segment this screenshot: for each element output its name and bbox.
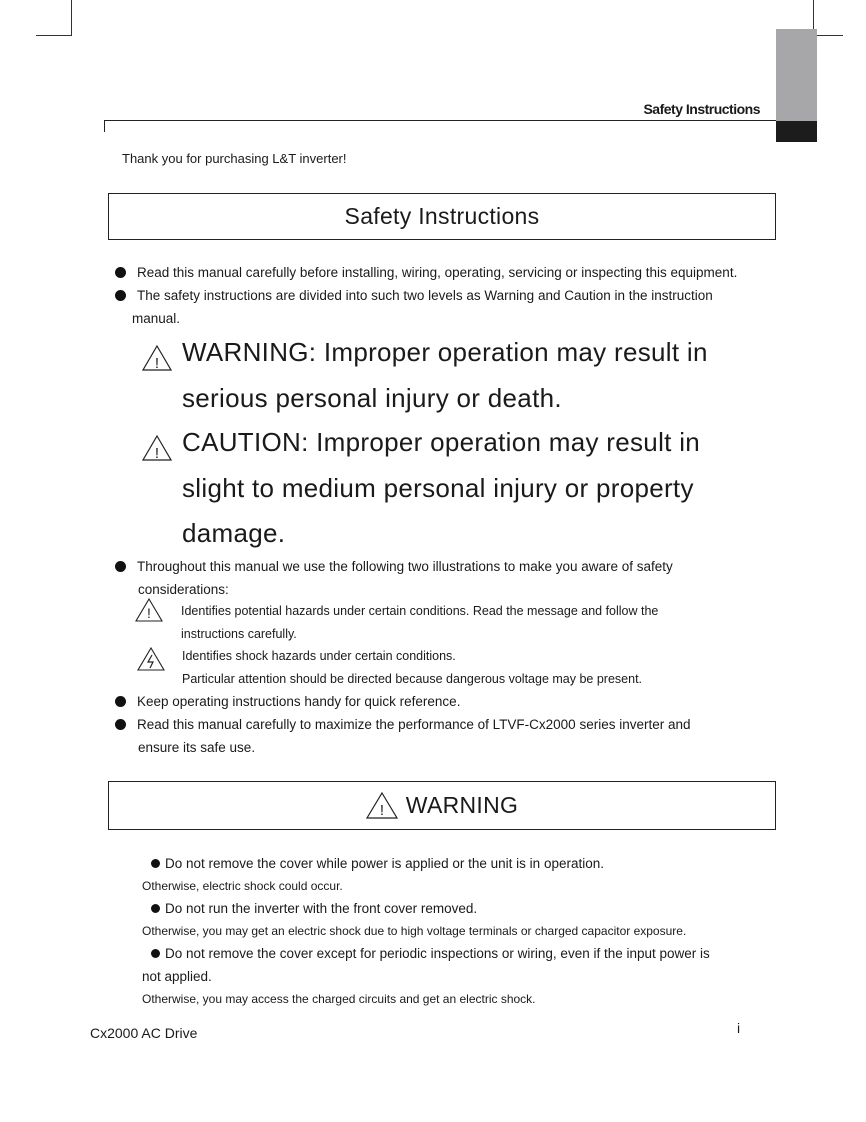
footer-product-name: Cx2000 AC Drive (90, 1025, 198, 1041)
footer-page-number: i (737, 1020, 741, 1036)
bullet-dot (151, 949, 160, 958)
svg-text:!: ! (154, 445, 160, 461)
caution-definition-line1: CAUTION: Improper operation may result in (182, 427, 701, 457)
warning-item-3-line1: Do not remove the cover except for periodic inspections or wiring, even if the input power is (165, 946, 710, 961)
svg-text:!: ! (147, 605, 151, 621)
bullet-dot (115, 719, 126, 730)
warning-note-3: Otherwise, you may access the charged circuits and get an electric shock. (142, 992, 536, 1006)
caution-triangle-icon (142, 435, 172, 461)
bullet-read-manual: Read this manual carefully before installing, wiring, operating, servicing or inspecting this equipment. (137, 265, 738, 280)
caution-definition-line3: damage. (182, 518, 286, 548)
crop-mark-top-right-horizontal (813, 35, 843, 36)
warning-definition-line1: WARNING: Improper operation may result in (182, 337, 708, 367)
bullet-keep-handy: Keep operating instructions handy for quick reference. (137, 694, 461, 709)
crop-mark-top-left-horizontal (36, 35, 72, 36)
warning-item-2: Do not run the inverter with the front cover removed. (165, 901, 478, 916)
warning-definition-line2: serious personal injury or death. (182, 383, 562, 413)
warning-triangle-icon (366, 792, 398, 819)
bullet-illustrations-line1: Throughout this manual we use the following two illustrations to make you aware of safety (137, 559, 673, 574)
bullet-dot (151, 859, 160, 868)
shock-hazard-triangle-icon (137, 647, 165, 671)
warning-heading-box (108, 781, 776, 830)
bullet-dot (115, 267, 126, 278)
section-tab-gray (776, 29, 817, 121)
shock-description-line2: Particular attention should be directed because dangerous voltage may be present. (182, 672, 643, 686)
bullet-dot (151, 904, 160, 913)
bullet-levels-line2: manual. (132, 311, 181, 326)
bullet-dot (115, 290, 126, 301)
safety-instructions-heading: Safety Instructions (344, 203, 540, 229)
bullet-maximize-line2: ensure its safe use. (138, 740, 256, 755)
bullet-illustrations-line2: considerations: (138, 582, 229, 597)
bullet-dot (115, 696, 126, 707)
section-tab-black (776, 121, 817, 142)
bullet-dot (115, 561, 126, 572)
hazard-description-line1: Identifies potential hazards under certain conditions. Read the message and follow the (181, 604, 659, 618)
warning-triangle-icon (142, 345, 172, 371)
warning-heading: WARNING (405, 792, 519, 818)
svg-text:!: ! (379, 802, 384, 819)
svg-text:!: ! (154, 355, 160, 371)
shock-description-line1: Identifies shock hazards under certain conditions. (182, 649, 456, 663)
warning-note-2: Otherwise, you may get an electric shock due to high voltage terminals or charged capacitor exposure. (142, 924, 687, 938)
warning-item-1: Do not remove the cover while power is applied or the unit is in operation. (165, 856, 604, 871)
header-rule-tick (104, 120, 105, 132)
hazard-description-line2: instructions carefully. (181, 627, 297, 641)
hazard-triangle-icon (135, 598, 163, 622)
header-title: Safety Instructions (643, 101, 760, 117)
bullet-maximize-line1: Read this manual carefully to maximize the performance of LTVF-Cx2000 series inverter and (137, 717, 691, 732)
intro-text: Thank you for purchasing L&T inverter! (122, 151, 347, 166)
caution-definition-line2: slight to medium personal injury or property (182, 473, 694, 503)
crop-mark-top-left-vertical (71, 0, 72, 36)
safety-instructions-heading-box (108, 193, 776, 240)
bullet-levels-line1: The safety instructions are divided into such two levels as Warning and Caution in the instruction (137, 288, 713, 303)
warning-note-1: Otherwise, electric shock could occur. (142, 879, 343, 893)
header-rule (104, 120, 776, 121)
warning-item-3-line2: not applied. (142, 969, 212, 984)
